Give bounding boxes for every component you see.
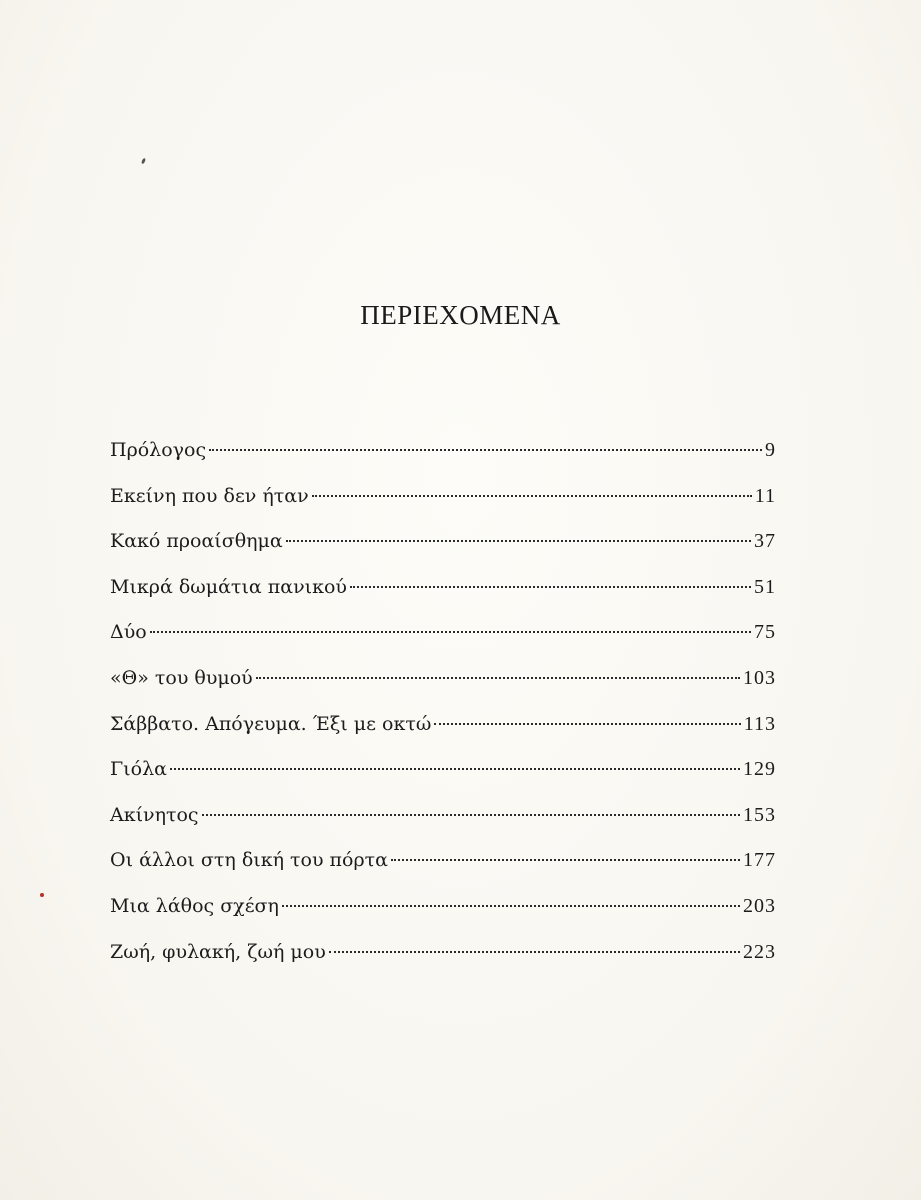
toc-entry	[110, 793, 776, 839]
toc-entry	[110, 565, 776, 611]
toc-entry-title: Πρόλογος	[110, 439, 207, 461]
toc-entry-page: 51	[754, 575, 776, 598]
dot-leader	[329, 951, 740, 953]
dot-leader	[170, 768, 740, 770]
dot-leader	[256, 677, 740, 679]
ink-speck	[141, 158, 146, 165]
toc-entry-title: Οι άλλοι στη δική του πόρτα	[110, 849, 388, 872]
table-of-contents	[110, 428, 776, 975]
toc-entry-page: 177	[743, 849, 776, 872]
toc-entry	[110, 702, 776, 748]
toc-entry-page: 153	[743, 803, 776, 826]
page-title: ΠΕΡΙΕΧΟΜΕΝΑ	[360, 300, 561, 330]
toc-entry	[110, 747, 776, 793]
dot-leader	[150, 631, 751, 633]
toc-entry-page: 11	[754, 484, 776, 507]
toc-entry	[110, 474, 776, 520]
dot-leader	[202, 814, 740, 816]
toc-entry-title: Γιόλα	[110, 758, 167, 781]
toc-entry-page: 203	[743, 894, 776, 917]
dot-leader	[282, 905, 740, 907]
toc-entry	[110, 930, 776, 976]
dot-leader	[391, 859, 740, 861]
toc-entry-title: Μικρά δωμάτια πανικού	[110, 575, 347, 598]
toc-entry	[110, 428, 776, 474]
toc-entry-page: 129	[743, 758, 776, 781]
red-speck	[40, 893, 44, 897]
toc-entry-page: 9	[765, 439, 776, 461]
toc-entry	[110, 610, 776, 656]
toc-entry-page: 37	[754, 530, 776, 553]
toc-entry	[110, 656, 776, 702]
dot-leader	[312, 495, 752, 497]
toc-entry-page: 103	[743, 666, 776, 689]
toc-entry-title: Δύο	[110, 621, 147, 644]
toc-entry	[110, 838, 776, 884]
toc-entry-title: Ακίνητος	[110, 803, 199, 826]
toc-entry-page: 75	[754, 621, 776, 644]
toc-entry-title: Εκείνη που δεν ήταν	[110, 484, 309, 507]
toc-entry	[110, 884, 776, 930]
dot-leader	[434, 723, 740, 725]
dot-leader	[209, 449, 762, 451]
toc-entry-title: Μια λάθος σχέση	[110, 894, 279, 917]
toc-entry-title: «Θ» του θυμού	[110, 666, 253, 689]
toc-entry-title: Σάββατο. Απόγευμα. Έξι με οκτώ	[110, 712, 432, 735]
dot-leader	[286, 540, 751, 542]
toc-entry-page: 113	[743, 712, 776, 735]
dot-leader	[350, 586, 751, 588]
toc-entry-title: Ζωή, φυλακή, ζωή μου	[110, 940, 326, 963]
toc-entry-title: Κακό προαίσθημα	[110, 530, 283, 553]
toc-entry	[110, 519, 776, 565]
toc-entry-page: 223	[743, 940, 776, 963]
